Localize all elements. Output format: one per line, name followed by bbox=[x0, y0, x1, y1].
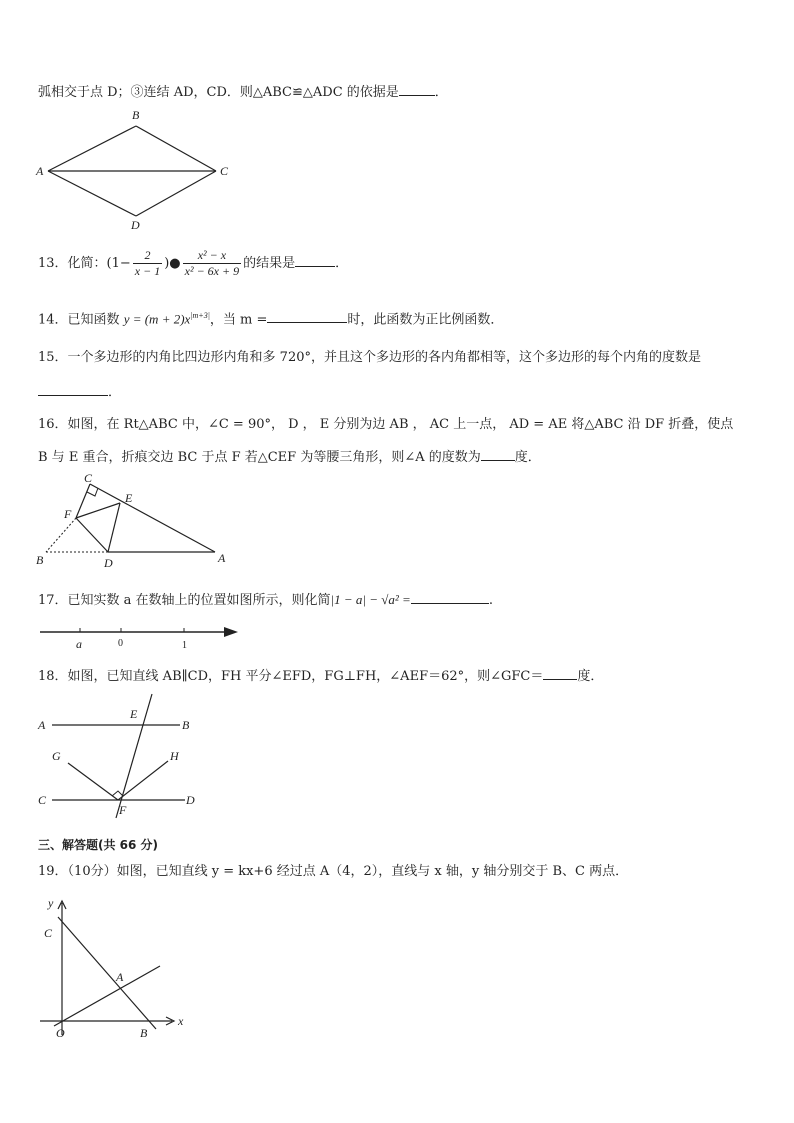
answer-blank[interactable] bbox=[295, 253, 335, 267]
fraction-1 bbox=[133, 248, 162, 279]
label-E: E bbox=[130, 707, 138, 721]
label-A: A bbox=[36, 164, 44, 178]
q14-expr: y = (m + 2)x bbox=[123, 311, 191, 327]
figure-16-triangle bbox=[30, 470, 240, 570]
section-3-heading bbox=[38, 836, 158, 854]
q19-text: 19．（10分）如图，已知直线 y = kx+6 经过点 A（4，2），直线与 x 轴，y 轴分别交于 B、C 两点． bbox=[38, 864, 629, 879]
q13-end: ． bbox=[335, 256, 349, 271]
question-16-line2 bbox=[38, 447, 541, 467]
q14-prefix: 14．已知函数 bbox=[38, 312, 124, 328]
label-x: x bbox=[178, 1014, 184, 1028]
label-B: B bbox=[182, 718, 190, 732]
q18-end: 度． bbox=[577, 669, 604, 684]
answer-blank[interactable] bbox=[481, 447, 515, 461]
f1-den: x − 1 bbox=[134, 264, 161, 278]
figure-12-rhombus bbox=[30, 104, 240, 234]
question-12-tail bbox=[38, 82, 448, 102]
label-A: A bbox=[116, 970, 124, 984]
figure-18-parallel-lines bbox=[30, 690, 210, 830]
label-D: D bbox=[186, 793, 195, 807]
section-3-title: 三、解答题(共 66 分) bbox=[38, 838, 159, 852]
q13-suffix: 的结果是 bbox=[243, 256, 296, 271]
f2-num: x² − x bbox=[183, 248, 241, 264]
question-17 bbox=[38, 590, 493, 610]
label-a: a bbox=[76, 637, 82, 651]
label-O: O bbox=[56, 1026, 65, 1040]
figure-19-coordinate-plane bbox=[30, 895, 200, 1045]
f1-num: 2 bbox=[133, 248, 162, 264]
label-A: A bbox=[218, 551, 226, 565]
q12-text: 弧相交于点 D；③连结 AD，CD．则△ABC≌△ADC 的依据是 bbox=[38, 85, 399, 100]
q13-mid: )● bbox=[164, 256, 181, 271]
label-C: C bbox=[84, 471, 93, 485]
q18-prefix: 18．如图，已知直线 AB∥CD，FH 平分∠EFD，FG⊥FH，∠AEF＝62°，则∠GFC＝ bbox=[38, 669, 544, 684]
question-15-blank-line bbox=[38, 382, 121, 402]
answer-blank[interactable] bbox=[399, 82, 435, 96]
label-B: B bbox=[140, 1026, 148, 1040]
label-1: 1 bbox=[182, 640, 187, 651]
q13-prefix: 13．化简：(1− bbox=[38, 256, 131, 271]
q15-end: ． bbox=[108, 385, 122, 400]
question-13 bbox=[38, 246, 348, 282]
label-0: 0 bbox=[118, 638, 123, 649]
label-F: F bbox=[64, 507, 72, 521]
q16-line1: 16．如图，在 Rt△ABC 中，∠C = 90°， D ， E 分别为边 AB ， AC 上一点， AD = AE 将△ABC 沿 DF 折叠，使点 bbox=[38, 417, 734, 432]
label-C: C bbox=[220, 164, 229, 178]
label-A: A bbox=[38, 718, 46, 732]
question-14 bbox=[38, 307, 503, 329]
label-E: E bbox=[125, 491, 133, 505]
label-y: y bbox=[48, 896, 54, 910]
f2-den: x² − 6x + 9 bbox=[184, 264, 240, 278]
label-D: D bbox=[104, 556, 113, 570]
q14-mid: ，当 m = bbox=[209, 312, 268, 328]
label-C: C bbox=[38, 793, 47, 807]
question-18 bbox=[38, 666, 603, 686]
q17-end: . bbox=[488, 593, 493, 608]
label-G: G bbox=[52, 749, 61, 763]
q12-end: ． bbox=[434, 85, 448, 100]
label-B: B bbox=[132, 108, 140, 122]
question-16-line1 bbox=[38, 416, 733, 434]
label-H: H bbox=[170, 749, 179, 763]
q16-line2: B 与 E 重合，折痕交边 BC 于点 F 若△CEF 为等腰三角形，则∠A 的度数为 bbox=[38, 450, 481, 465]
label-C: C bbox=[44, 926, 53, 940]
answer-blank[interactable] bbox=[411, 590, 489, 604]
fraction-2 bbox=[183, 248, 241, 279]
question-15 bbox=[38, 349, 701, 367]
answer-blank[interactable] bbox=[543, 666, 577, 680]
q14-suffix: 时，此函数为正比例函数． bbox=[347, 312, 504, 328]
label-F: F bbox=[119, 803, 127, 817]
q17-expr: |1 − a| − √a² = bbox=[330, 592, 411, 607]
answer-blank[interactable] bbox=[38, 382, 108, 396]
q16-end: 度． bbox=[514, 450, 541, 465]
label-D: D bbox=[131, 218, 140, 232]
q15-text: 15．一个多边形的内角比四边形内角和多 720°，并且这个多边形的各内角都相等，这个多边形的每个内角的度数是 bbox=[38, 350, 701, 365]
q14-exp: |m+3| bbox=[190, 311, 210, 320]
label-B: B bbox=[36, 553, 44, 567]
figure-17-number-line bbox=[30, 622, 250, 654]
question-19 bbox=[38, 863, 628, 881]
q17-prefix: 17．已知实数 a 在数轴上的位置如图所示，则化简 bbox=[38, 593, 331, 608]
answer-blank[interactable] bbox=[267, 309, 347, 323]
